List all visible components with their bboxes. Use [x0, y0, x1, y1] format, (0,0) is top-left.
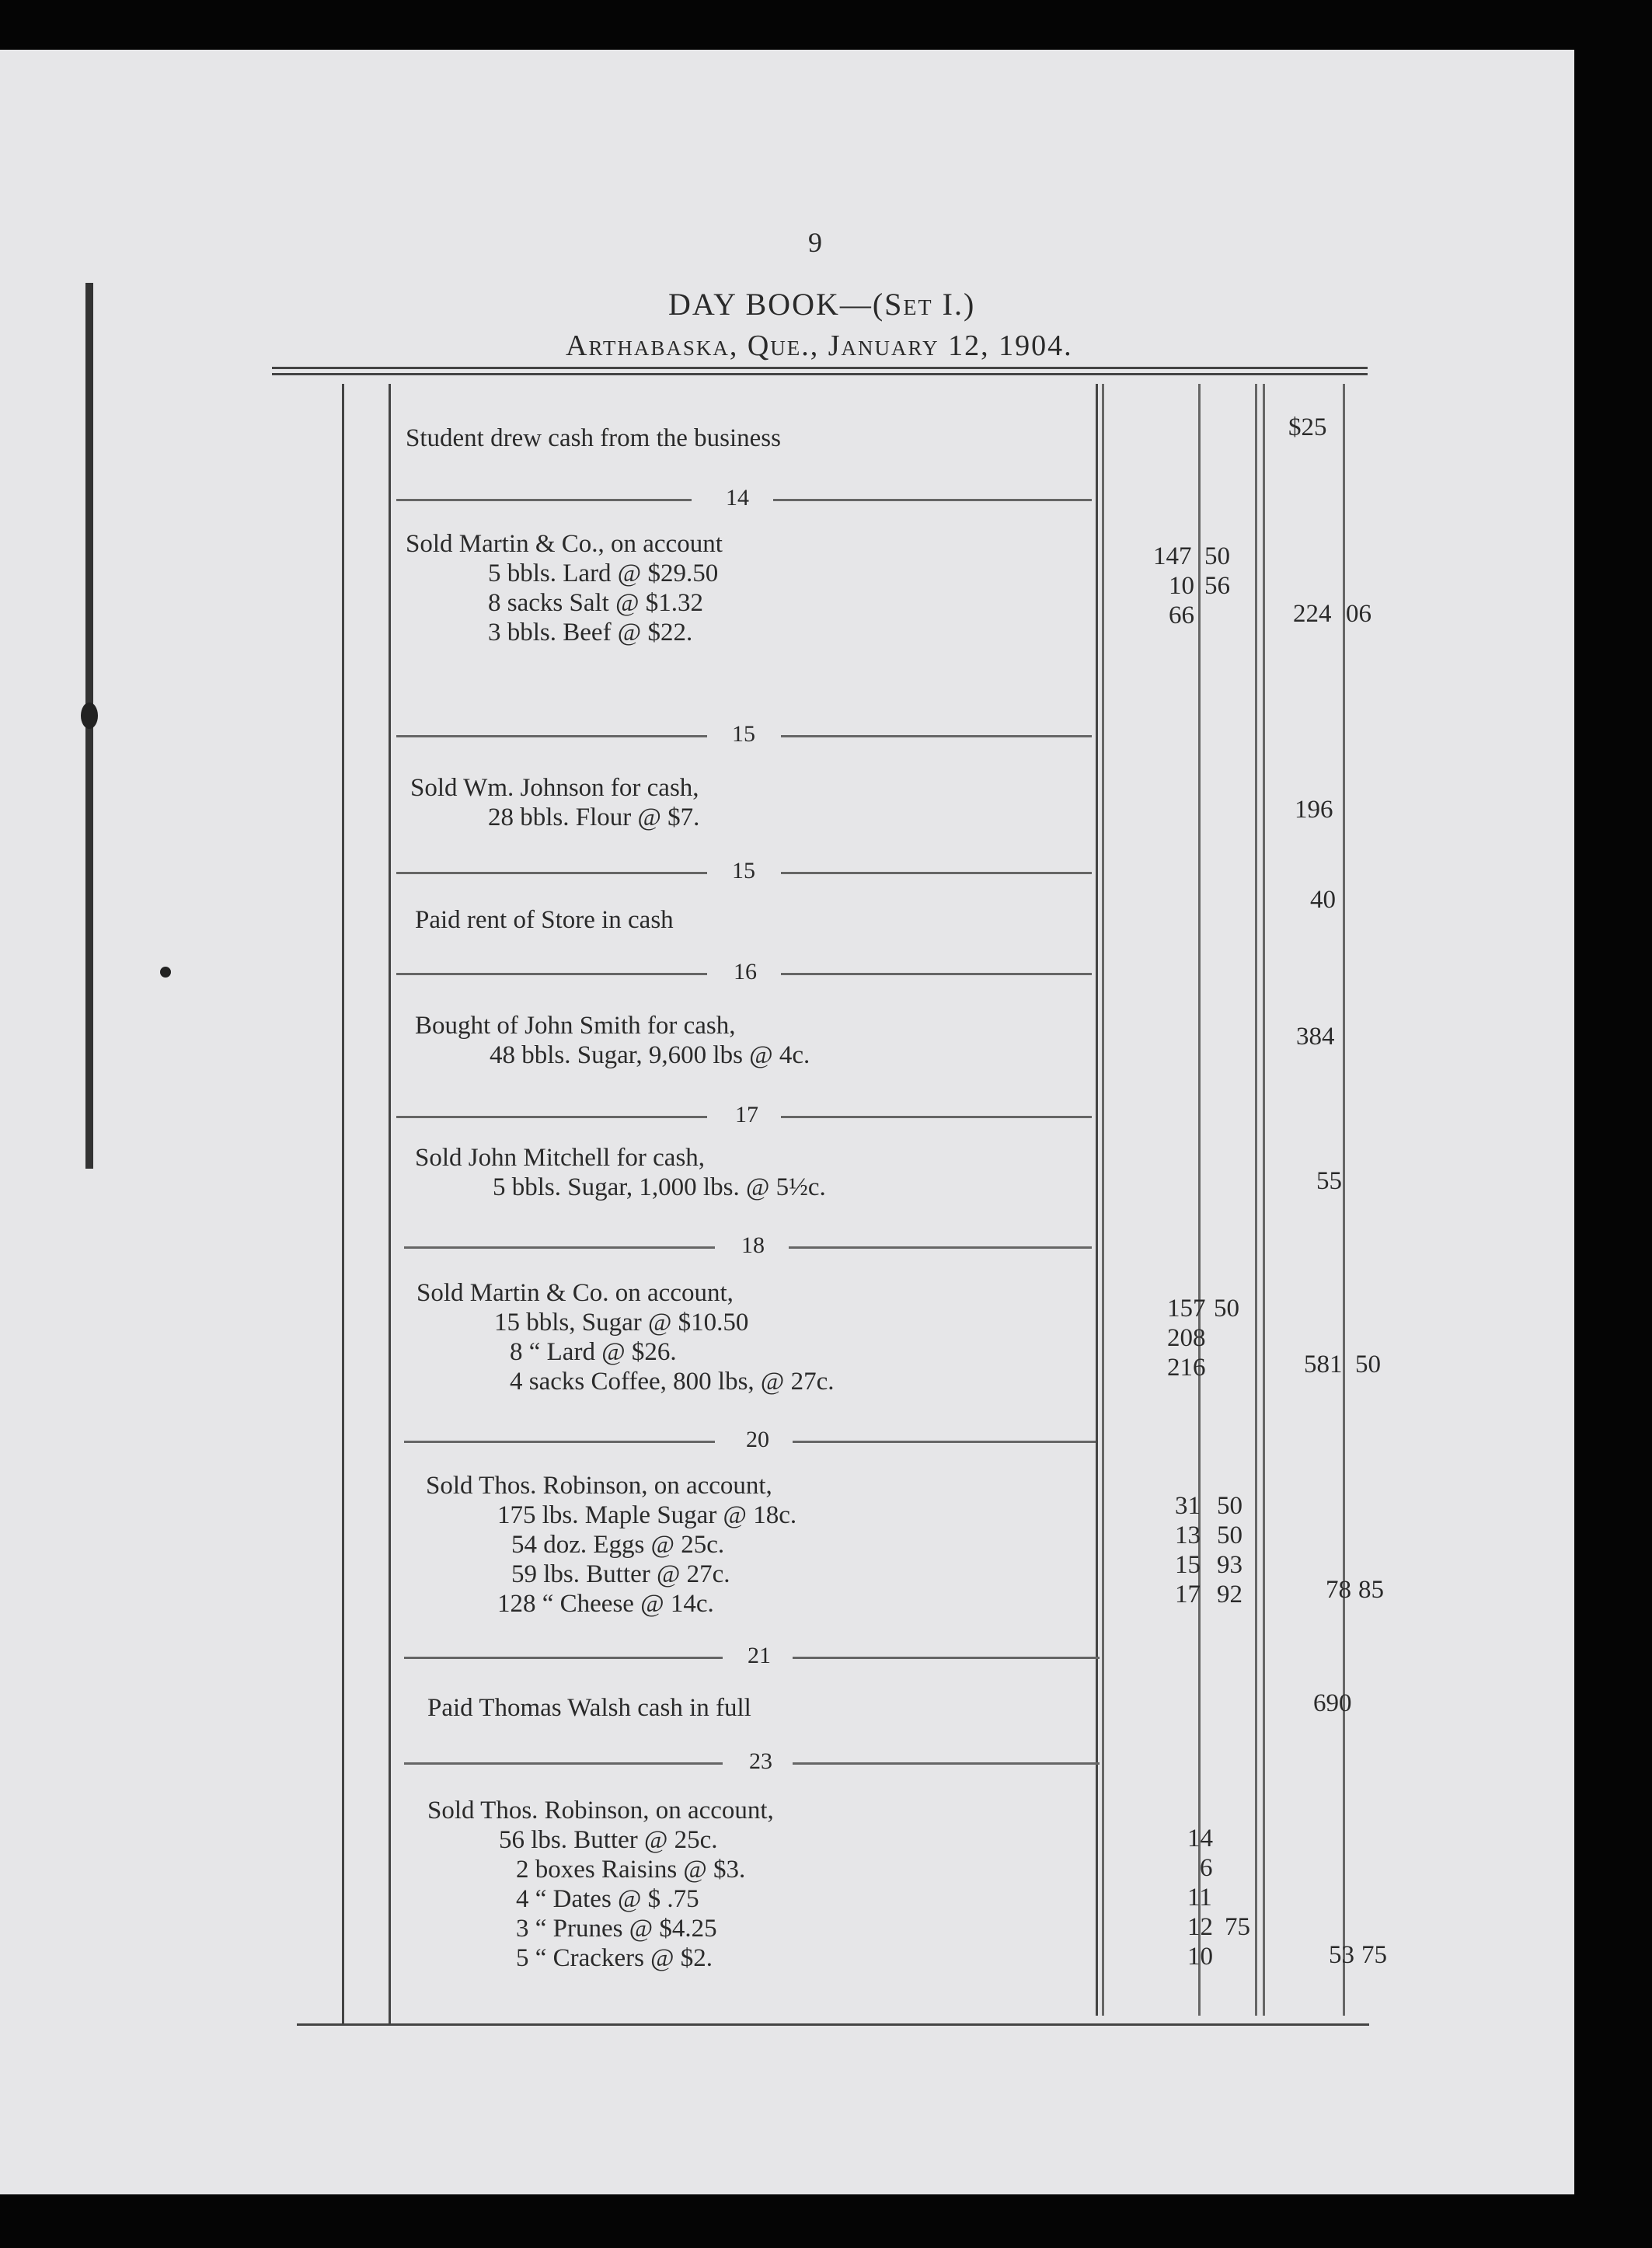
- entry-7-item-1-c: 50: [1217, 1521, 1242, 1549]
- date-rule-right: [781, 973, 1092, 975]
- entry-9-item-3-c: 75: [1225, 1913, 1250, 1941]
- entry-7-total-d: 78: [1326, 1576, 1351, 1604]
- entry-9-date: 23: [749, 1748, 772, 1774]
- date-rule-left: [396, 735, 707, 737]
- entry-7-line-0: Sold Thos. Robinson, on account,: [426, 1472, 772, 1500]
- entry-7-line-1: 175 lbs. Maple Sugar @ 18c.: [497, 1501, 797, 1529]
- date-rule-left: [404, 1657, 723, 1659]
- entry-0-total: $25: [1288, 413, 1327, 441]
- entry-9-total-d: 53: [1329, 1941, 1354, 1969]
- entry-1-item-2-d: 66: [1169, 601, 1194, 629]
- entry-2-line-1: 28 bbls. Flour @ $7.: [488, 803, 700, 831]
- date-rule-right: [781, 1116, 1092, 1118]
- entry-7-item-0-d: 31: [1175, 1492, 1201, 1520]
- entry-6-total-c: 50: [1355, 1351, 1381, 1378]
- entry-7-item-1-d: 13: [1175, 1521, 1201, 1549]
- entry-1-total-c: 06: [1346, 600, 1371, 628]
- entry-7-item-2-d: 15: [1175, 1551, 1201, 1579]
- entry-9-line-0: Sold Thos. Robinson, on account,: [427, 1797, 774, 1825]
- col-rule-desc-right: [1096, 384, 1098, 2016]
- top-rule: [272, 367, 1368, 369]
- entry-6-item-0-d: 157: [1167, 1295, 1206, 1323]
- entry-7-item-3-d: 17: [1175, 1581, 1201, 1608]
- entry-4-date: 16: [734, 959, 757, 985]
- entry-8-line-0: Paid Thomas Walsh cash in full: [427, 1694, 751, 1722]
- date-rule-right: [773, 499, 1092, 501]
- entry-4-line-1: 48 bbls. Sugar, 9,600 lbs @ 4c.: [490, 1041, 810, 1069]
- col-rule-inner-left: [389, 384, 391, 2023]
- date-rule-left: [396, 872, 707, 874]
- date-rule-right: [793, 1657, 1100, 1659]
- entry-0-line-0: Student drew cash from the business: [406, 424, 781, 452]
- entry-8-date: 21: [748, 1643, 771, 1668]
- date-rule-left: [396, 973, 707, 975]
- entry-7-total-c: 85: [1358, 1576, 1384, 1604]
- col-rule-items-2: [1255, 384, 1257, 2016]
- entry-7-line-2: 54 doz. Eggs @ 25c.: [511, 1531, 725, 1559]
- entry-1-date: 14: [726, 485, 749, 511]
- entry-6-item-0-c: 50: [1214, 1295, 1239, 1323]
- entry-5-date: 17: [735, 1102, 758, 1127]
- margin-dot: [160, 967, 171, 978]
- entry-3-date: 15: [732, 858, 755, 884]
- entry-1-line-3: 3 bbls. Beef @ $22.: [488, 619, 693, 647]
- entry-6-item-2-d: 216: [1167, 1354, 1206, 1382]
- date-rule-left: [404, 1441, 715, 1443]
- col-rule-total-1: [1263, 384, 1265, 2016]
- date-rule-right: [781, 735, 1092, 737]
- entry-9-item-4-d: 10: [1187, 1943, 1213, 1971]
- date-rule-left: [404, 1246, 715, 1249]
- col-rule-items-cents: [1198, 384, 1201, 2016]
- col-rule-total-cents: [1343, 384, 1345, 2016]
- entry-5-line-1: 5 bbls. Sugar, 1,000 lbs. @ 5½c.: [493, 1173, 826, 1201]
- entry-9-item-3-d: 12: [1187, 1913, 1213, 1941]
- entry-6-line-3: 4 sacks Coffee, 800 lbs, @ 27c.: [510, 1368, 835, 1396]
- location-date: Arthabaska, Que., January 12, 1904.: [566, 329, 1073, 362]
- entry-2-date: 15: [732, 721, 755, 747]
- entry-5-line-0: Sold John Mitchell for cash,: [415, 1144, 706, 1172]
- date-rule-right: [793, 1762, 1100, 1765]
- entry-1-line-1: 5 bbls. Lard @ $29.50: [488, 559, 719, 587]
- date-rule-left: [404, 1762, 723, 1765]
- binding-dot: [81, 702, 98, 729]
- entry-1-item-0-d: 147: [1153, 542, 1192, 570]
- entry-2-line-0: Sold Wm. Johnson for cash,: [410, 774, 699, 802]
- ledger-page: [0, 50, 1574, 2194]
- entry-9-line-5: 5 “ Crackers @ $2.: [516, 1944, 713, 1972]
- page-number: 9: [808, 227, 822, 258]
- page-title: DAY BOOK—(Set I.): [668, 287, 976, 322]
- entry-7-line-4: 128 “ Cheese @ 14c.: [497, 1590, 714, 1618]
- entry-7-item-3-c: 92: [1217, 1581, 1242, 1608]
- date-rule-right: [789, 1246, 1092, 1249]
- entry-6-line-2: 8 “ Lard @ $26.: [510, 1338, 677, 1366]
- entry-9-item-0-d: 14: [1187, 1825, 1213, 1852]
- date-rule-right: [793, 1441, 1096, 1443]
- top-rule-2: [272, 373, 1368, 375]
- entry-7-line-3: 59 lbs. Butter @ 27c.: [511, 1560, 730, 1588]
- col-rule-outer-left: [342, 384, 344, 2023]
- entry-8-total: 690: [1313, 1689, 1352, 1717]
- entry-7-date: 20: [746, 1427, 769, 1452]
- entry-9-line-1: 56 lbs. Butter @ 25c.: [499, 1826, 718, 1854]
- entry-9-item-2-d: 11: [1187, 1884, 1212, 1912]
- entry-7-item-0-c: 50: [1217, 1492, 1242, 1520]
- entry-1-item-1-c: 56: [1204, 572, 1230, 600]
- entry-1-total-d: 224: [1293, 600, 1332, 628]
- entry-1-line-2: 8 sacks Salt @ $1.32: [488, 589, 703, 617]
- date-rule-left: [396, 499, 692, 501]
- bottom-rule: [297, 2023, 1369, 2026]
- entry-9-line-2: 2 boxes Raisins @ $3.: [516, 1856, 746, 1884]
- entry-7-item-2-c: 93: [1217, 1551, 1242, 1579]
- date-rule-left: [396, 1116, 707, 1118]
- entry-1-item-0-c: 50: [1204, 542, 1230, 570]
- entry-6-line-0: Sold Martin & Co. on account,: [416, 1279, 734, 1307]
- entry-3-total: 40: [1310, 886, 1336, 914]
- entry-6-total-d: 581: [1304, 1351, 1343, 1378]
- entry-6-line-1: 15 bbls, Sugar @ $10.50: [494, 1309, 749, 1337]
- entry-9-line-4: 3 “ Prunes @ $4.25: [516, 1915, 717, 1943]
- entry-6-item-1-d: 208: [1167, 1324, 1206, 1352]
- entry-9-item-1-d: 6: [1200, 1854, 1213, 1882]
- entry-3-line-0: Paid rent of Store in cash: [415, 906, 674, 934]
- entry-5-total: 55: [1316, 1167, 1342, 1195]
- entry-4-line-0: Bought of John Smith for cash,: [415, 1012, 736, 1040]
- entry-9-line-3: 4 “ Dates @ $ .75: [516, 1885, 699, 1913]
- entry-1-item-1-d: 10: [1169, 572, 1194, 600]
- entry-6-date: 18: [741, 1232, 765, 1258]
- entry-9-total-c: 75: [1361, 1941, 1387, 1969]
- entry-2-total: 196: [1295, 796, 1333, 824]
- col-rule-items-1: [1102, 384, 1104, 2016]
- entry-4-total: 384: [1296, 1023, 1335, 1051]
- date-rule-right: [781, 872, 1092, 874]
- entry-1-line-0: Sold Martin & Co., on account: [406, 530, 723, 558]
